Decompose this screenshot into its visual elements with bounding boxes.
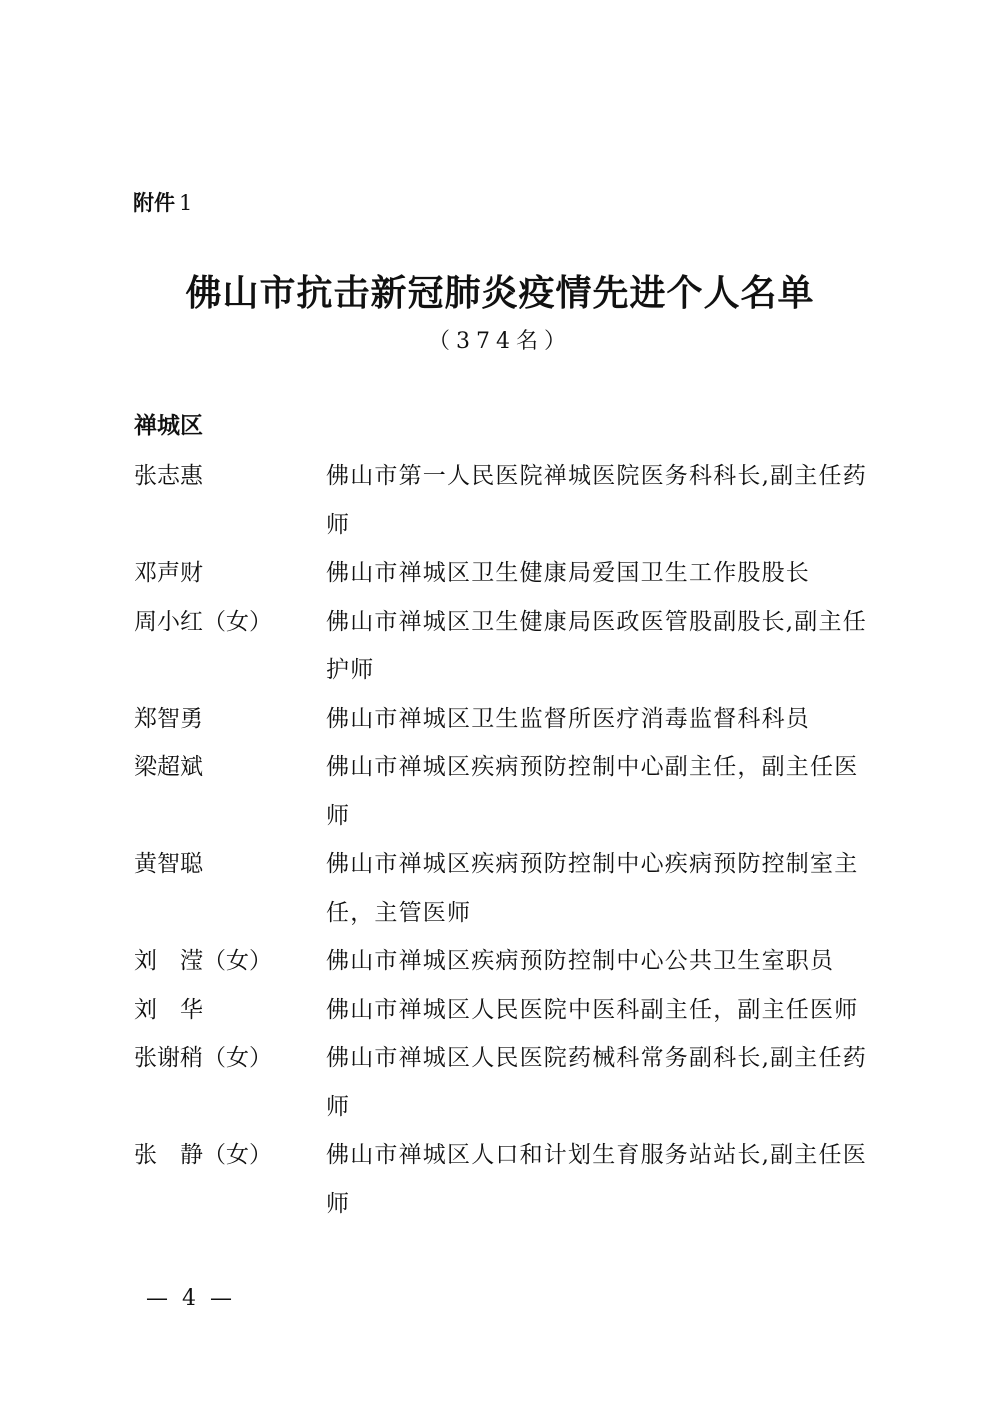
person-name: 郑智勇: [134, 705, 203, 732]
person-description: 佛山市禅城区人口和计划生育服务站站长,副主任医师: [326, 1142, 867, 1217]
attachment-label: [133, 188, 192, 218]
attachment-text: 附件: [133, 191, 175, 215]
attachment-number: 1: [179, 191, 193, 215]
person-description: 佛山市禅城区卫生监督所医疗消毒监督科科员: [326, 705, 810, 732]
person-description: 佛山市禅城区卫生健康局爱国卫生工作股股长: [326, 560, 810, 586]
person-name: 刘 华: [134, 996, 203, 1023]
list-item: [134, 840, 884, 937]
page-number: — 4 —: [146, 1286, 232, 1311]
list-item: [134, 937, 884, 986]
person-name: 刘 滢（女）: [134, 948, 272, 974]
person-description: 佛山市第一人民医院禅城医院医务科科长,副主任药师: [326, 463, 867, 538]
person-name: 张谢稍（女）: [134, 1045, 272, 1071]
list-item: [134, 695, 884, 744]
page-subtitle: （374名）: [428, 329, 572, 354]
person-name: 梁超斌: [134, 754, 203, 780]
person-description: 佛山市禅城区疾病预防控制中心疾病预防控制室主任，主管医师: [326, 851, 859, 926]
list-item: [134, 549, 884, 598]
person-name: 张 静（女）: [134, 1142, 272, 1168]
person-name: 张志惠: [134, 463, 203, 489]
person-name: 邓声财: [134, 560, 203, 586]
list-item: [134, 452, 884, 549]
person-name: 黄智聪: [134, 851, 203, 877]
person-description: 佛山市禅城区卫生健康局医政医管股副股长,副主任护师: [326, 608, 867, 683]
person-name: 周小红（女）: [134, 608, 272, 635]
list-item: [134, 1131, 884, 1228]
person-description: 佛山市禅城区人民医院中医科副主任，副主任医师: [326, 996, 859, 1023]
list-item: [134, 743, 884, 840]
page-title: 佛山市抗击新冠肺炎疫情先进个人名单: [185, 272, 815, 314]
list-item: [134, 986, 884, 1035]
person-list: [134, 452, 884, 1228]
list-item: [134, 1034, 884, 1131]
list-item: [134, 598, 884, 695]
person-description: 佛山市禅城区疾病预防控制中心副主任，副主任医师: [326, 754, 859, 829]
person-description: 佛山市禅城区人民医院药械科常务副科长,副主任药师: [326, 1045, 867, 1120]
district-heading: 禅城区: [134, 413, 203, 439]
person-description: 佛山市禅城区疾病预防控制中心公共卫生室职员: [326, 948, 835, 974]
